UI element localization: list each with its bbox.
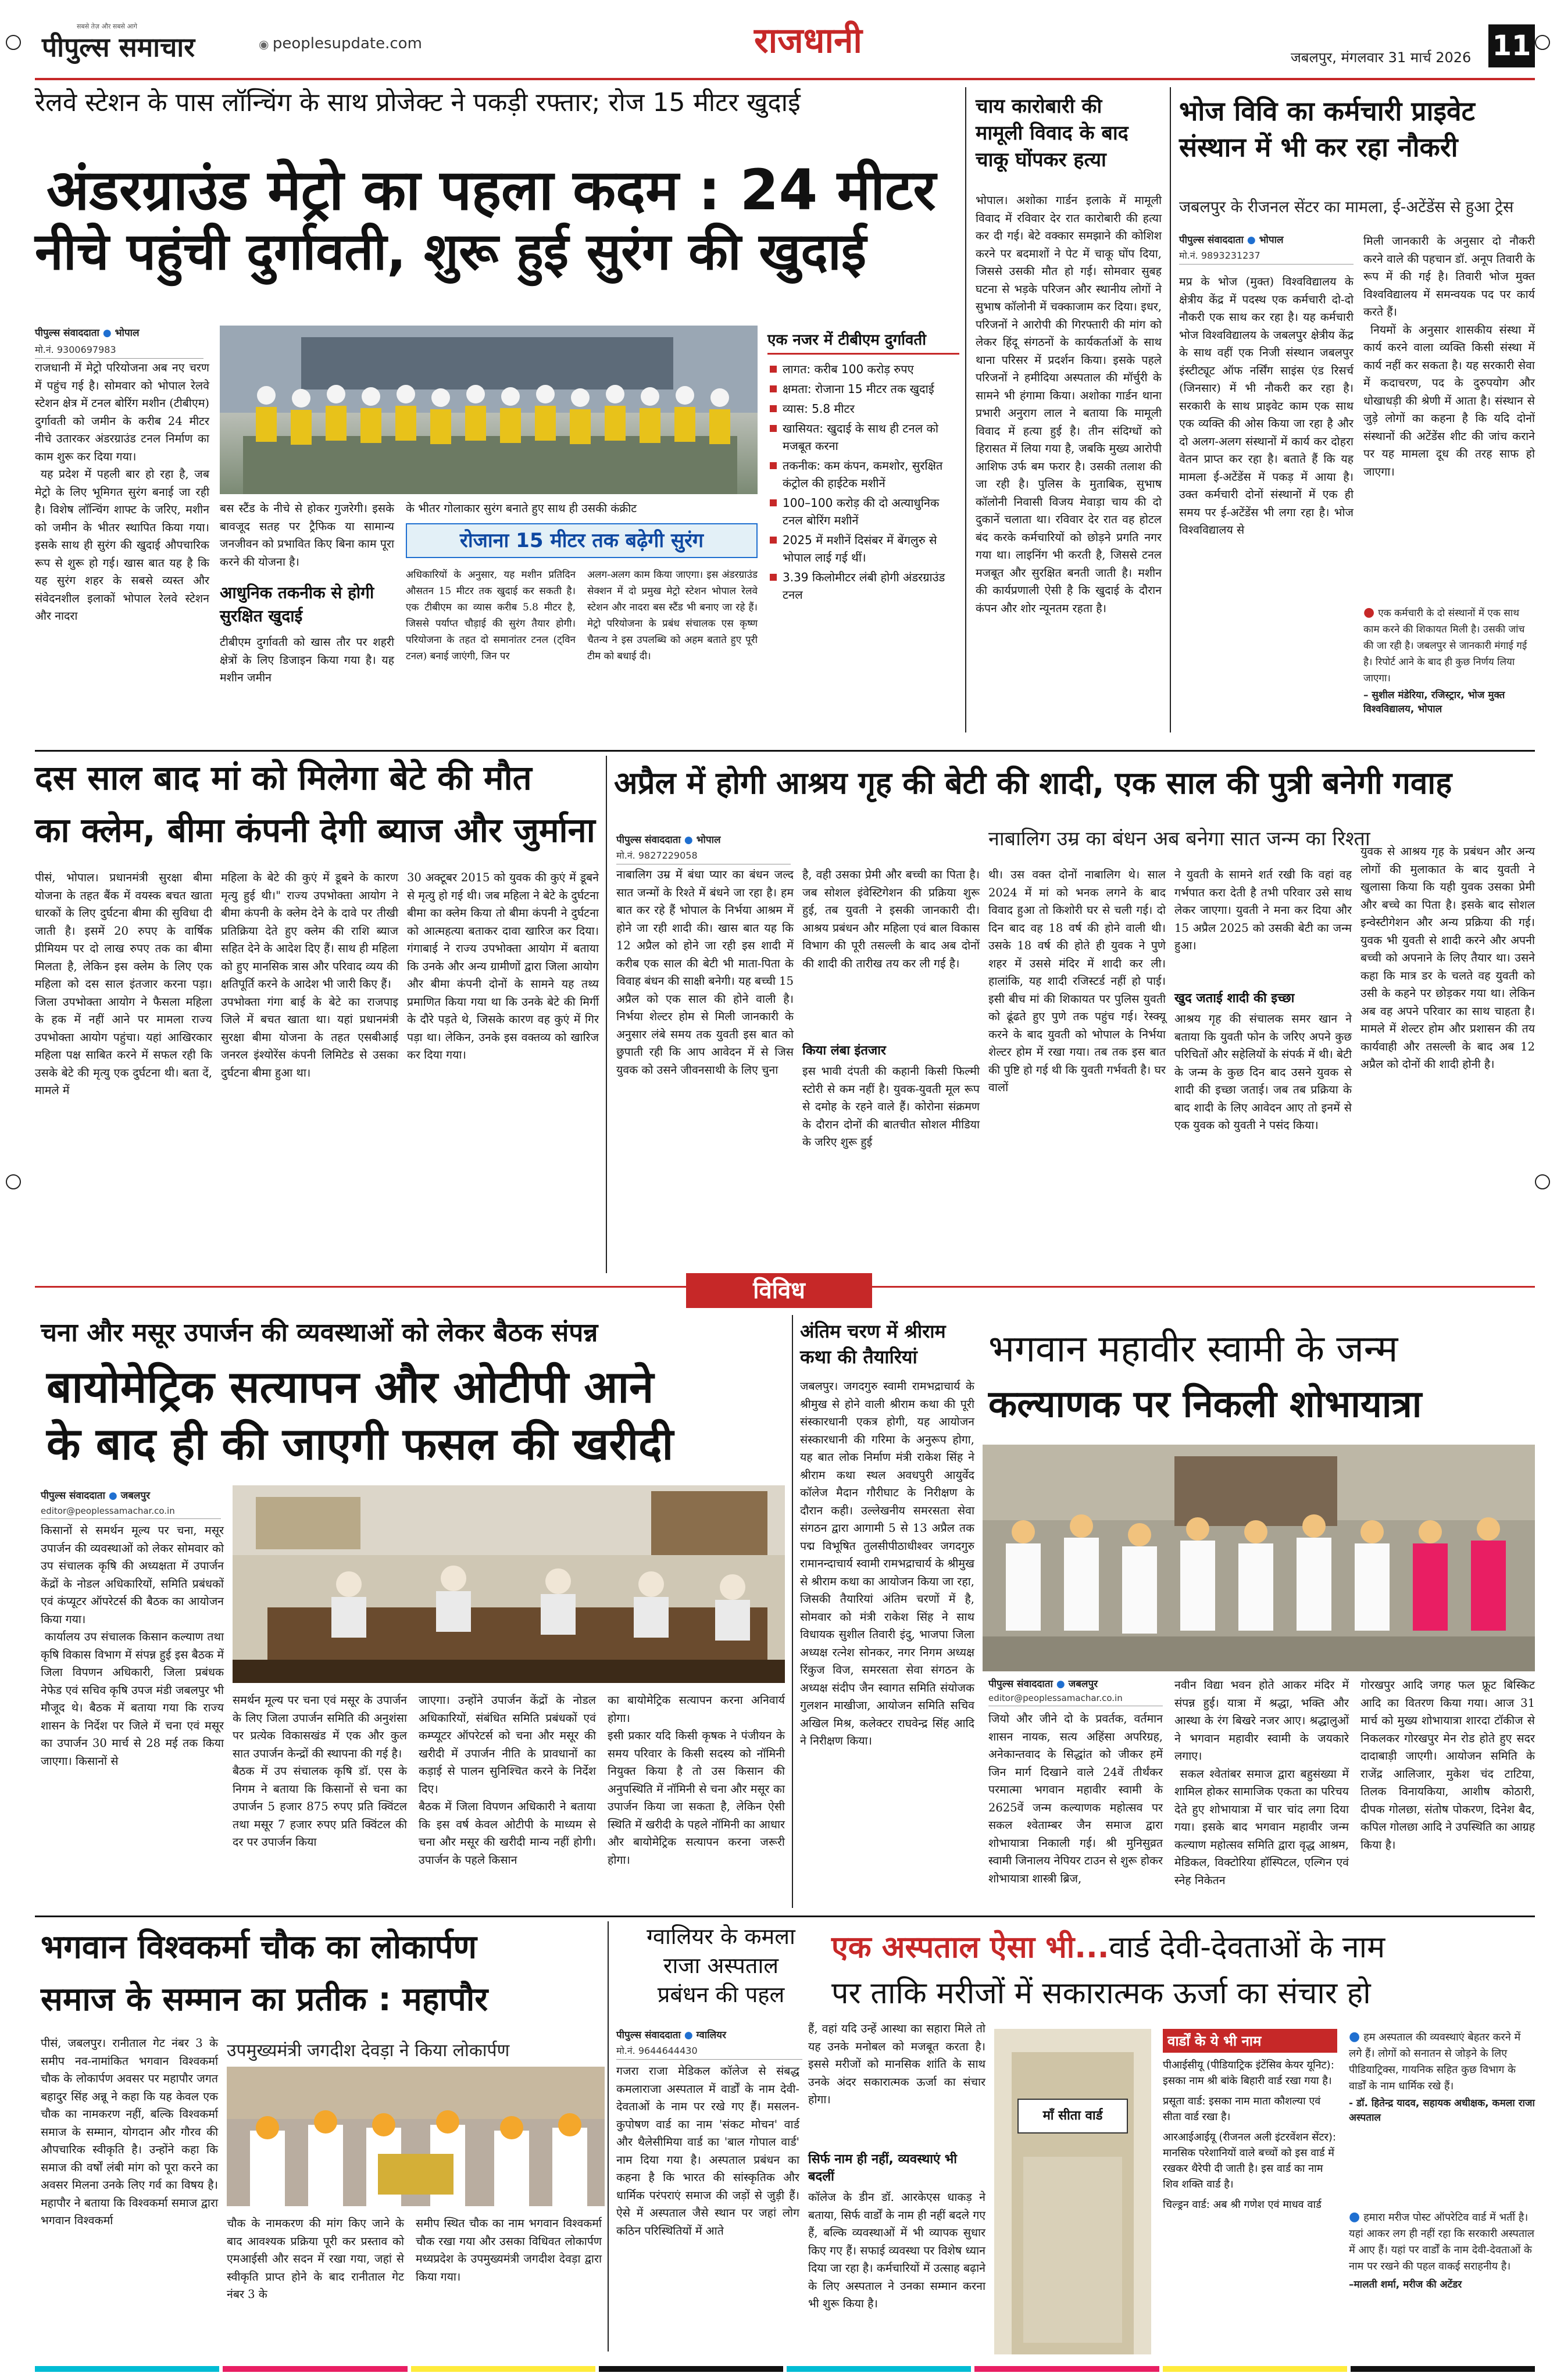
at-a-glance-title: एक नजर में टीबीएम दुर्गावती [767,328,959,355]
inauguration-photo [227,2067,605,2206]
insurance-col-3: 30 अक्टूबर 2015 को युवक की कुएं में डूबने से मृत्यु हो गई थी। जब महिला ने बेटे के दुर्घटना बीमा का क्लेम किया तो बीमा कंपनी ने दुर्घटना को आत्महत्या बताकर दावा खारिज कर दिया। गंगाबाई ने राज्य उपभोक्ता आयोग में बताया कि उनके और अन्य ग्रामीणों द्वारा जिला आयोग और बीमा कंपनी दोनों के सामने यह तथ्य प्रमाणित किया गया था कि उनके बेटे की मिर्गी के दौरे पड़ते थे, जिसके कारण वह कुएं में गिर पड़ा था। लेकिन, उनके इस वक्तव्य को खारिज कर दिया गया। [407,871,603,1062]
divider [606,756,607,1273]
gwalior-headline-1: ग्वालियर के कमला [647,1924,795,1949]
gwalior-headline-2: राजा अस्पताल [663,1953,779,1978]
wedding-phone: मो.नं. 9827229058 [616,849,791,864]
hospital-quote-1: ● हम अस्पताल की व्यवस्थाएं बेहतर करने में लगे हैं। लोगों को सनातन से जोड़ने के लिए पीडियाट्रिक्स, गायनिक सहित कुछ विभाग के वार्डों के नाम धार्मिक रखे हैं। - डॉ. हितेन्द्र यादव, सहायक अधीक्षक, कमला राजा अस्पताल [1349,2029,1535,2124]
divider [1170,87,1171,732]
glance-item: 2025 में मशीनें दिसंबर में बेंगलुरु से भोपाल लाई गई थीं। [767,531,959,566]
mahavir-col-1: जियो और जीने दो के प्रवर्तक, वर्तमान शासन नायक, सत्य अहिंसा अपरिग्रह, अनेकान्तवाद के सिद्धांत को जीकर हमें जिन मार्ग दिखाने वाले 24वें तीर्थंकर परमात्मा भगवान महावीर स्वामी के 2625वें जन्म कल्याणक महोत्सव पर सकल श्वेताम्बर जैन समाज द्वारा शोभायात्रा निकाली गई। श्री मुनिसुव्रत स्वामी जिनालय नेपियर टाउन से शुरू होकर शोभायात्रा शास्त्री ब्रिज, [988,1712,1167,1885]
procession-image [983,1445,1535,1671]
divider [35,750,1535,752]
glance-item: क्षमता: रोजाना 15 मीटर तक खुदाई [767,380,959,398]
quote-icon: ● [1349,2210,1360,2224]
gwalior-subhead: सिर्फ नाम ही नहीं, व्यवस्थाएं भी बदलीं [808,2152,957,2184]
hospital-headline: एक अस्पताल ऐसा भी...वार्ड देवी-देवताओं के नाम [831,1930,1385,1965]
insurance-col-1: पीसं, भोपाल। प्रधानमंत्री सुरक्षा बीमा योजना के तहत बैंक में वयस्क बचत खाता धारकों के लिए दुर्घटना बीमा की सुविधा दी जाती है। इसमें 20 रुपए के वार्षिक प्रीमियम पर दो लाख रुपए तक का बीमा मिलता है, लेकिन इस क्लेम के लिए एक महिला को दस साल इंतजार करना पड़ा। जिला उपभोक्ता आयोग ने फैसला महिला के हक में नहीं आने पर मामला राज्य उपभोक्ता आयोग पहुंचा। यहां आखिरकार महिला पक्ष साबित करने में सफल रही कि उसके बेटे की मृत्यु एक दुर्घटना थी। बता दें, मामले में [35,871,216,1097]
section-title: राजधानी [754,20,862,61]
meeting-room-image [233,1485,785,1683]
divider [965,87,966,732]
vishwakarma-sub: उपमुख्यमंत्री जगदीश देवड़ा ने किया लोकार्पण [227,2040,510,2061]
quote-icon: ● [1349,2029,1360,2044]
katha-body: जबलपुर। जगदगुरु स्वामी रामभद्राचार्य के श्रीमुख से होने वाली श्रीराम कथा की पूरी संस्कारधानी एकत्र होगी, यह आयोजन संस्कारधानी की गरिमा के अनुरूप होगा, यह बात लोक निर्माण मंत्री राकेश सिंह ने श्रीराम कथा स्थल अवधपुरी आयुर्वेद कॉलेज मैदान गौरीघाट के निरीक्षण के दौरान कही। उल्लेखनीय समरसता सेवा संगठन द्वारा आगामी 5 से 13 अप्रैल तक पद्म विभूषित तुलसीपीठाधीश्वर जगदगुरु रामानन्दाचार्य स्वामी रामभद्राचार्य के श्रीमुख से श्रीराम कथा का आयोजन किया जा रहा, जिसकी तैयारियां अंतिम चरणों में है, सोमवार को मंत्री राकेश सिंह ने साथ विधायक सुशील तिवारी इंदु, भाजपा जिला अध्यक्ष रत्नेश सोनकर, नगर निगम अध्यक्ष रिंकुज विज, समरसता सेवा संगठन के अध्यक्ष संदीप जैन स्वागत समिति संयोजक गुलशन माखीजा, आयोजन समिति सचिव अखिल मिश्र, कलेक्टर राघवेन्द्र सिंह आदि ने निरीक्षण किया। [800,1380,979,1748]
crop-byline: पीपुल्स संवाददाता ● जबलपुर [41,1490,151,1502]
gwalior-col-1: गजरा राजा मेडिकल कॉलेज से संबद्ध कमलाराजा अस्पताल में वार्डों के नाम देवी-देवताओं के नाम पर रखे गए हैं। मसलन-कुपोषण वार्ड का नाम 'संकट मोचन' वार्ड और थैलेसीमिया वार्ड का 'बाल गोपाल वार्ड' नाम दिया गया है। अस्पताल प्रबंधन का कहना है कि भारत की सांस्कृतिक और धार्मिक परंपराएं समाज की जड़ों से जुड़ी हैं। ऐसे में अस्पताल जैसे स्थान पर जहां लोग कठिन परिस्थितियों में आते [616,2064,804,2238]
metro-headline-2: नीचे पहुंची दुर्गावती, शुरू हुई सुरंग की खुदाई [35,221,866,281]
glance-item: तकनीक: कम कंपन, कमशोर, सुरक्षित कंट्रोल की हाईटेक मशीनें [767,457,959,492]
glance-item: खासियत: खुदाई के साथ ही टनल को मजबूत करना [767,420,959,455]
glance-item: व्यास: 5.8 मीटर [767,400,959,417]
ward-name-item: पीआईसीयू (पीडियाट्रिक इंटेंसिव केयर यूनिट): इसका नाम श्री बांके बिहारी वार्ड रखा गया है। [1163,2059,1334,2087]
workers-with-tbm-image [220,326,758,494]
masthead [35,17,1535,76]
ward-name-item: आरआईआईयू (रीजनल अली इंटरवेंशन सेंटर): मानसिक परेशानियों वाले बच्चों को इस वार्ड में रखकर थैरेपी दी जाती है। इस वार्ड का नाम शिव शक्ति वार्ड है। [1163,2131,1336,2190]
crop-col-1: किसानों से समर्थन मूल्य पर चना, मसूर उपार्जन की व्यवस्थाओं को लेकर सोमवार को उप संचालक कृषि की अध्यक्षता में उपार्जन केंद्रों के नोडल अधिकारियों, समिति प्रबंधकों एवं कंप्यूटर ऑपरेटर्स की बैठक का आयोजन किया गया। कार्यालय उप संचालक किसान कल्याण तथा कृषि विकास विभाग में संपन्न हुई इस बैठक में जिला विपणन अधिकारी, जिला प्रबंधक नेफेड एवं सचिव कृषि उपज मंडी जबलपुर भी मौजूद थे। बैठक में बताया गया कि राज्य शासन के निर्देश पर जिले में चना एवं मसूर का उपार्जन 30 मार्च से 28 मई तक किया जाएगा। किसानों से [41,1524,224,1768]
ward-sign: माँ सीता वार्ड [1017,2099,1128,2134]
at-a-glance-box [767,328,959,660]
meeting-photo [233,1485,785,1683]
vishwakarma-headline-2: समाज के सम्मान का प्रतीक : महापौर [41,1981,488,2018]
wedding-sub: नाबालिग उम्र का बंधन अब बनेगा सात जन्म का रिश्ता [988,827,1370,850]
mahavir-headline-2: कल्याणक पर निकली शोभायात्रा [988,1383,1422,1426]
tea-body: भोपाल। अशोका गार्डन इलाके में मामूली विवाद में रविवार देर रात कारोबारी की हत्या कर दी गई। बेटे वक्कार समझाने की कोशिश करने पर बदमाशों ने पेट में चाकू घोंप दिया, जिससे उसकी मौत हो गई। सोमवार सुबह घटना से भड़के परिजन और स्थानीय लोगों ने सुभाष कॉलोनी में चक्काजाम कर दिया। इधर, परिजनों ने आरोपी की गिरफ्तारी की मांग को लेकर हिंदू संगठनों के कार्यकर्ताओं के साथ थाना परिसर में प्रदर्शन किया। इसके पहले परिजनों ने हमीदिया अस्पताल की मॉर्चुरी के सामने भी हंगामा किया। अशोका गार्डन थाना प्रभारी अनुराग लाल ने बताया कि मामूली विवाद में हत्या हुई है। तीन संदिग्धों को हिरासत में लिया गया है, जबकि मुख्य आरोपी आशिफ उर्फ बम फरार है। उसकी तलाश की जा रही है। पुलिस के मुताबिक, सुभाष कॉलोनी निवासी विजय मेवाड़ा चाय की दो दुकानें चलाता था। रविवार देर रात वह होटल बंद करके कर्मचारियों को छोड़ने प्रगति नगर गया था। लाइनिंग भी करती है, जिससे टनल मजबूत और सुरक्षित बनती जाती है। मशीन की कार्यप्रणाली ऐसी है कि खुदाई के दौरान कंपन और शोर न्यूनतम रहता है। [976,194,1166,615]
quote-icon: ● [1363,605,1375,620]
katha-headline: अंतिम चरण में श्रीराम कथा की तैयारियां [800,1320,946,1368]
divider [608,1921,609,2352]
vishwakarma-col-3: समीप स्थित चौक का नाम भगवान विश्वकर्मा चौक रखा गया और उसका विधिवत लोकार्पण मध्यप्रदेश के उपमुख्यमंत्री जगदीश देवड़ा द्वारा किया गया। [416,2217,606,2283]
mahavir-email: editor@peoplessamachar.co.in [988,1693,1163,1706]
metro-col-2b: टीबीएम दुर्गावती को खास तौर पर शहरी क्षेत्रों के लिए डिजाइन किया गया है। यह मशीन जमीन [220,635,398,684]
registration-mark-icon [6,35,21,50]
bhoj-headline: भोज विवि का कर्मचारी प्राइवेट संस्थान में भी कर रहा नौकरी [1179,95,1475,163]
at-a-glance-list [767,360,959,603]
tea-headline: चाय कारोबारी की मामूली विवाद के बाद चाकू घोंपकर हत्या [976,95,1129,171]
gwalior-headline-3: प्रबंधन की पहल [657,1982,785,2007]
metro-col-2a: बस स्टैंड के नीचे से होकर गुजरेगी। इसके बावजूद सतह पर ट्रैफिक या सामान्य जनजीवन को प्रभावित किए बिना काम पूरा करने की योजना है। [220,502,398,569]
website[interactable]: ◉ peoplesupdate.com [259,35,422,52]
bhoj-sub: जबलपुर के रीजनल सेंटर का मामला, ई-अटेंडेंस से हुआ ट्रेस [1179,198,1514,216]
hospital-headline-highlight: एक अस्पताल ऐसा भी... [831,1930,1109,1965]
wedding-subhead-2: खुद जताई शादी की इच्छा [1174,991,1295,1006]
dateline: जबलपुर, मंगलवार 31 मार्च 2026 [1291,49,1472,66]
bhoj-quote: ● एक कर्मचारी के दो संस्थानों में एक साथ काम करने की शिकायत मिली है। उसकी जांच की जा रही है। जबलपुर से जानकारी मंगाई गई है। रिपोर्ट आने के बाद ही कुछ निर्णय लिया जाएगा। – सुशील मंडेरिया, रजिस्ट्रार, भोज मुक्त विश्वविद्यालय, भोपाल [1363,605,1527,715]
vishwakarma-col-2: चौक के नामकरण की मांग किए जाने के बाद आवश्यक प्रक्रिया पूरी कर प्रस्ताव को एमआईसी और सदन में रखा गया, जहां से स्वीकृति प्राप्त होने के बाद रानीताल गेट नंबर 3 के [227,2217,408,2301]
insurance-col-2: महिला के बेटे की कुएं में डूबने के कारण मृत्यु हुई थी।" राज्य उपभोक्ता आयोग ने बीमा कंपनी के क्लेम देने के दावे पर तीखी प्रतिक्रिया देते हुए क्लेम की राशि ब्याज सहित देने के आदेश दिए हैं। साथ ही महिला को हुए मानसिक त्रास और परिवाद व्यय की क्षतिपूर्ति करने के आदेश भी जारी किए हैं। उपभोक्ता गंगा बाई के बेटे का राजपाइ जिले में बचत खाता था। यहां प्रधानमंत्री सुरक्षा बीमा योजना के तहत एसबीआई जनरल इंश्योरेंस कंपनी लिमिटेड से उसका दुर्घटना बीमा हुआ था। [221,871,398,1080]
ward-name-item: चिल्ड्रन वार्ड: अब श्री गणेश एवं माधव वार्ड [1163,2199,1322,2211]
wedding-col-5: युवक से आश्रय गृह के प्रबंधन और अन्य लोगों की मुलाकात के बाद युवती ने खुलासा किया कि यही युवक उसका प्रेमी और बच्चे का पिता है। इसके बाद सोशल इन्वेस्टीगेशन और अन्य प्रक्रिया की गई। युवक भी युवती से शादी करने और अपनी बच्ची को अपनाने के लिए तैयार था। उसने कहा कि मात्र डर के चलते वह युवती को उसी के कहने पर छोड़कर गया था। लेकिन अब वह अपने परिवार का साथ चाहता है। मामले में शेल्टर होम और प्रशासन की तय कार्यवाही और तसल्ली के बाद अब 12 अप्रैल को दोनों की शादी होनी है। [1360,845,1539,1071]
metro-headline-1: अंडरग्राउंड मेट्रो का पहला कदम : 24 मीटर [47,158,936,223]
metro-subhead-2: आधुनिक तकनीक से होगी सुरक्षित खुदाई [220,583,374,626]
ward-sign-photo [994,2029,1151,2354]
metro-phone: मो.नं. 9300697983 [35,343,203,359]
gwalior-byline: पीपुल्स संवाददाता ● ग्वालियर [616,2029,726,2041]
gwalior-phone: मो.नं. 9644644430 [616,2044,802,2060]
wedding-subhead: किया लंबा इंतजार [802,1044,886,1058]
crop-headline-2: के बाद ही की जाएगी फसल की खरीदी [47,1418,674,1470]
ward-names-box [1163,2029,1337,2354]
globe-icon: ◉ [259,37,273,51]
print-color-bar [35,2366,1535,2372]
metro-kicker: रेलवे स्टेशन के पास लॉन्चिंग के साथ प्रोजेक्ट ने पकड़ी रफ्तार; रोज 15 मीटर खुदाई [35,88,801,117]
wedding-col-4b: आश्रय गृह की संचालक समर खान ने बताया कि युवती फोन के जरिए अपने कुछ परिचितों और सहेलियों के संपर्क में थी। बेटी के जन्म के कुछ दिन बाद उसने युवक से शादी की इच्छा जताई। जब तब प्रक्रिया के बाद शादी के लिए आवेदन आए तो इनमें से एक युवक को युवती ने पसंद किया। [1174,1012,1356,1132]
ward-name-item: प्रसूता वार्ड: इसका नाम माता कौशल्या एवं सीता वार्ड रखा है। [1163,2095,1321,2123]
wedding-col-2b: इस भावी दंपती की कहानी किसी फिल्मी स्टोरी से कम नहीं है। युवक-युवती मूल रूप से दमोह के रहने वाले हैं। कोरोना संक्रमण के दौरान दोनों की बातचीत सोशल मीडिया के जरिए शुरू हुई [802,1064,984,1149]
wedding-col-1: नाबालिग उम्र में बंधा प्यार का बंधन जल्द सात जन्मों के रिश्ते में बंधने जा रहा है। हम बात कर रहे हैं भोपाल के निर्भया आश्रम में होने जा रही शादी की। खास बात यह कि 12 अप्रैल को होने जा रही इस शादी में करीब एक साल की बेटी भी माता-पिता के विवाह बंधन की साक्षी बनेगी। यह बच्ची 15 अप्रैल को एक साल की होने वाली है। निर्भया शेल्टर होम से मिली जानकारी के अनुसार लंबे समय तक युवती इस बात को छुपाती रही कि आप आवेदन में से जिस युवक को उसने जीवनसाथी के लिए चुना [616,868,798,1077]
ward-names-title: वार्डों के ये भी नाम [1163,2029,1337,2053]
gwalior-col-2a: हैं, वहां यदि उन्हें आस्था का सहारा मिले तो यह उनके मनोबल को मजबूत करता है। इससे मरीजों को मानसिक शांति के साथ उनके अंदर सकारात्मक ऊर्जा का संचार होगा। [808,2022,990,2106]
masthead-rule [35,78,1535,80]
crop-email: editor@peoplessamachar.co.in [41,1506,221,1519]
insurance-headline-2: का क्लेम, बीमा कंपनी देगी ब्याज और जुर्माना [35,810,595,850]
crop-col-3: जाएगा। उन्होंने उपार्जन केंद्रों के नोडल अधिकारियों, संबंधित समिति प्रबंधकों एवं कम्प्यूटर ऑपरेटर्स को चना और मसूर की खरीदी में उपार्जन नीति के प्रावधानों का कड़ाई से पालन सुनिश्चित करने के निर्देश दिए। बैठक में जिला विपणन अधिकारी ने बताया कि इस वर्ष केवल ओटीपी के माध्यम से चना और मसूर की खरीदी मान्य नहीं होगी। उपार्जन के पहले किसान [419,1693,596,1867]
crop-col-4: का बायोमेट्रिक सत्यापन करना अनिवार्य होगा। इसी प्रकार यदि किसी कृषक ने पंजीयन के समय परिवार के किसी सदस्य को नॉमिनी नियुक्त किया है तो उस किसान की अनुपस्थिति में नॉमिनी से चना और मसूर का उपार्जन किया जा सकता है, लेकिन ऐसी स्थिति में खरीदी के पहले नॉमिनी का आधार और बायोमेट्रिक सत्यापन करना जरूरी होगा। [608,1693,785,1867]
glance-item: लागत: करीब 100 करोड़ रुपए [767,360,959,378]
mahavir-byline: पीपुल्स संवाददाता ● जबलपुर [988,1678,1098,1690]
divider [792,1315,793,1908]
bhoj-phone: मो.नं. 9893231237 [1179,249,1354,265]
mahavir-headline-1: भगवान महावीर स्वामी के जन्म [988,1328,1398,1371]
tagline: सबसे तेज़ और सबसे आगे [77,23,137,30]
bhoj-byline: पीपुल्स संवाददाता ● भोपाल [1179,234,1284,246]
metro-banner: रोजाना 15 मीटर तक बढ़ेगी सुरंग [406,523,758,558]
wedding-col-4a: ने युवती के सामने शर्त रखी कि वहां वह गर्भपात करा देती है तभी परिवार उसे साथ लेकर जाएगा। युवती ने मना कर दिया और 15 अप्रैल 2025 को उसकी बेटी का जन्म हुआ। [1174,868,1356,952]
gwalior-col-2b: कॉलेज के डीन डॉ. आरकेएस धाकड़ ने बताया, सिर्फ वार्डों के नाम ही नहीं बदले गए हैं, बल्कि व्यवस्थाओं में भी व्यापक सुधार किए गए हैं। सफाई व्यवस्था पर विशेष ध्यान दिया जा रहा है। कर्मचारियों में उत्साह बढ़ाने के लिए अस्पताल ने उनका सम्मान करना भी शुरू किया है। [808,2190,990,2310]
wedding-headline: अप्रैल में होगी आश्रय गृह की बेटी की शादी, एक साल की पुत्री बनेगी गवाह [614,766,1452,801]
metro-photo [220,326,758,494]
page-number: 11 [1488,24,1535,67]
crop-col-2: समर्थन मूल्य पर चना एवं मसूर के उपार्जन के लिए जिला उपार्जन समिति की अनुशंसा पर प्रत्येक विकासखंड में एक और कुल सात उपार्जन केन्द्रों की स्थापना की गई है। बैठक में उप संचालक कृषि डॉ. एस के निगम ने बताया कि किसानों से चना का उपार्जन 5 हजार 875 रुपए प्रति क्विंटल तथा मसूर 7 हजार रुपए प्रति क्विंटल की दर पर उपार्जन किया [233,1693,407,1849]
bhoj-col-1: मप्र के भोज (मुक्त) विश्वविद्यालय के क्षेत्रीय केंद्र में पदस्थ एक कर्मचारी दो-दो नौकरी एक साथ कर रहा है। यह कर्मचारी भोज विश्वविद्यालय के जबलपुर क्षेत्रीय केंद्र के साथ वहीं एक निजी संस्थान जबलपुर इंस्टीट्यूट ऑफ नर्सिंग साइंस एंड रिसर्च (जिनसार) में भी नौकरी कर रहा है। सरकारी के साथ प्राइवेट काम एक साथ एक व्यक्ति की ओस किया जा रहा है और दो अलग-अलग संस्थानों में कार्य कर दोहरा वेतन प्राप्त कर रहा है। बताते हैं कि यह मामला ई-अटेंडेंस में पकड़ में आया है। उक्त कर्मचारी दोनों संस्थानों में एक ही समय पर ई-अटेंडेंस भी लगा रहा है। भोज विश्वविद्यालय से [1179,275,1358,537]
vishwakarma-headline-1: भगवान विश्वकर्मा चौक का लोकार्पण [41,1928,477,1966]
metro-byline: पीपुल्स संवाददाता ● भोपाल [35,327,140,339]
vishwakarma-col-1: पीसं, जबलपुर। रानीताल गेट नंबर 3 के समीप नव-नामांकित भगवान विश्वकर्मा चौक के लोकार्पण अवसर पर महापौर जगत बहादुर सिंह अन्नू ने कहा कि यह केवल एक चौक का नामकरण नहीं, बल्कि विश्वकर्मा समाज के सम्मान, योगदान और गौरव की औपचारिक स्वीकृति है। उन्होंने कहा कि समाज की वर्षों लंबी मांग को पूरा करने का अवसर मिलना उनके लिए गर्व का विषय है। महापौर ने बताया कि विश्वकर्मा समाज द्वारा भगवान विश्वकर्मा [41,2036,222,2227]
procession-photo [983,1445,1535,1671]
glance-item: 100–100 करोड़ की दो अत्याधुनिक टनल बोरिंग मशीनें [767,494,959,529]
brand-name: पीपुल्स समाचार [42,31,195,63]
crop-kicker: चना और मसूर उपार्जन की व्यवस्थाओं को लेकर बैठक संपन्न [41,1318,598,1348]
brand-logo [42,22,263,67]
wedding-col-3: थी। उस वक्त दोनों नाबालिग थे। साल 2024 में मां को भनक लगने के बाद विवाद हुआ तो किशोरी घर से चली गई। दो दिन बाद वह 18 वर्ष की होने वाली थी। उसके 18 वर्ष की होते ही युवक ने पुणे शहर में उससे मंदिर में शादी कर ली। हालांकि, यह शादी रजिस्टर्ड नहीं हो पाई। इसी बीच मां की शिकायत पर पुलिस युवती को ढूंढते हुए पुणे तक पहुंच गई। रेस्क्यू करने के बाद युवती को भोपाल के निर्भया शेल्टर होम में रखा गया। तब तक इस बात की पुष्टि हो गई थी कि युवती गर्भवती है। घर वालों [988,868,1170,1094]
glance-item: 3.39 किलोमीटर लंबी होगी अंडरग्राउंड टनल [767,569,959,603]
insurance-headline-1: दस साल बाद मां को मिलेगा बेटे की मौत [35,758,532,798]
ward-names-list [1163,2057,1337,2213]
metro-col-3a: के भीतर गोलाकार सुरंग बनाते हुए साथ ही उसकी कंक्रीट [406,502,637,515]
wedding-byline: पीपुल्स संवाददाता ● भोपाल [616,834,721,846]
inauguration-image [227,2067,605,2206]
mahavir-col-2: नवीन विद्या भवन होते आकर मंदिर में संपन्न हुई। यात्रा में श्रद्धा, भक्ति और आस्था के रंग बिखरे नजर आए। श्रद्धालुओं ने भगवान महावीर स्वामी के जयकारे लगाए। सकल श्वेतांबर समाज द्वारा बहुसंख्या में शामिल होकर सामाजिक एकता का परिचय देते हुए शोभायात्रा में चार चांद लगा दिया गया। इसके बाद भगवान महावीर जन्म कल्याण महोत्सव समिति द्वारा वृद्ध आश्रम, मेडिकल, विक्टोरिया हॉस्पिटल, एल्गिन एवं स्नेह निकेतन [1174,1678,1349,1887]
registration-mark-icon [1535,1174,1550,1189]
ward-door-image [994,2029,1151,2354]
crop-headline-1: बायोमेट्रिक सत्यापन और ओटीपी आने [47,1361,654,1413]
metro-col-3c: अलग-अलग काम किया जाएगा। इस अंडरग्राउंड सेक्शन में दो प्रमुख मेट्रो स्टेशन भोपाल रेलवे स्टेशन और नादरा बस स्टैंड भी बनाए जा रहे हैं। मेट्रो परियोजना के प्रबंध संचालक एस कृष्ण चैतन्य ने इस उपलब्धि को अहम बताते हुए पूरी टीम को बधाई दी। [587,569,761,662]
divider [35,1916,1535,1917]
registration-mark-icon [6,1174,21,1189]
registration-mark-icon [1535,35,1550,50]
metro-col-1: राजधानी में मेट्रो परियोजना अब नए चरण में पहुंच गई है। सोमवार को भोपाल रेलवे स्टेशन क्षेत्र में टनल बोरिंग मशीन (टीबीएम) दुर्गावती को जमीन के करीब 24 मीटर नीचे उतारकर अंडरग्राउंड टनल निर्माण का काम शुरू कर दिया गया। यह प्रदेश में पहली बार हो रहा है, जब मेट्रो के लिए भूमिगत सुरंग बनाई जा रही है। विशेष लॉन्चिंग शाफ्ट के जरिए, मशीन को जमीन के भीतर स्थापित किया गया। इसके साथ ही सुरंग की खुदाई औपचारिक रूप से शुरू हो गई। खास बात यह है कि यह सुरंग शहर के सबसे व्यस्त और संवेदनशील इलाकों भोपाल रेलवे स्टेशन और नादरा [35,361,209,623]
hospital-headline-2: पर ताकि मरीजों में सकारात्मक ऊर्जा का संचार हो [831,1976,1371,2011]
metro-col-3b: अधिकारियों के अनुसार, यह मशीन प्रतिदिन औसतन 15 मीटर तक खुदाई कर सकती है। एक टीबीएम का व्यास करीब 5.8 मीटर है, जिससे पर्याप्त चौड़ाई की सुरंग तैयार होगी। परियोजना के तहत दो समानांतर टनल (ट्विन टनल) बनाई जाएंगी, जिन पर [406,569,579,662]
vividh-label: विविध [686,1273,872,1308]
mahavir-col-3: गोरखपुर आदि जगह फल फ्रूट बिस्किट आदि का वितरण किया गया। आज 31 मार्च को मुख्य शोभायात्रा शारदा टॉकीज से निकलकर गोरखपुर मेन रोड होते हुए सदर दादाबाड़ी जाएगी। आयोजन समिति के राजेंद्र आलिजार, मुकेश चंद टाटिया, तिलक विनायकिया, आशीष कोठारी, दीपक गोलछा, संतोष पोकरण, दिनेश बैद, कपिल गोलछा आदि ने उपस्थिति का आग्रह किया है। [1360,1678,1539,1852]
hospital-quote-2: ● हमारा मरीज पोस्ट ऑपरेटिव वार्ड में भर्ती है। यहां आकर लग ही नहीं रहा कि सरकारी अस्पताल में आए हैं। यहां पर वार्डों के नाम देवी-देवताओं के नाम पर रखने की पहल वाकई सराहनीय है। –मालती शर्मा, मरीज की अटेंडर [1349,2210,1534,2290]
wedding-col-2: है, वही उसका प्रेमी और बच्ची का पिता है। जब सोशल इंवेस्टिगेशन की प्रक्रिया शुरू हुई, तब युवती ने इसकी जानकारी दी। आश्रय प्रबंधन और महिला एवं बाल विकास विभाग की पूरी तसल्ली के बाद अब दोनों की शादी की तारीख तय कर ली गई है। [802,868,984,970]
bhoj-col-2: मिली जानकारी के अनुसार दो नौकरी करने वाले की पहचान डॉ. अनूप तिवारी के रूप में की गई है। तिवारी भोज मुक्त विश्वविद्यालय में समन्वयक पद पर कार्य करते हैं। नियमों के अनुसार शासकीय संस्था में कार्य करने वाला व्यक्ति किसी संस्था में कार्य नहीं कर सकता है। यह सरकारी सेवा में कदाचरण, पद के दुरुपयोग और धोखाधड़ी की श्रेणी में आता है। संस्थान से जुड़े लोगों का कहना है कि यदि दोनों संस्थानों की अटेंडेंस शीट की जांच कराने पर यह मामला दूध की तरह साफ हो जाएगा। [1363,234,1535,478]
